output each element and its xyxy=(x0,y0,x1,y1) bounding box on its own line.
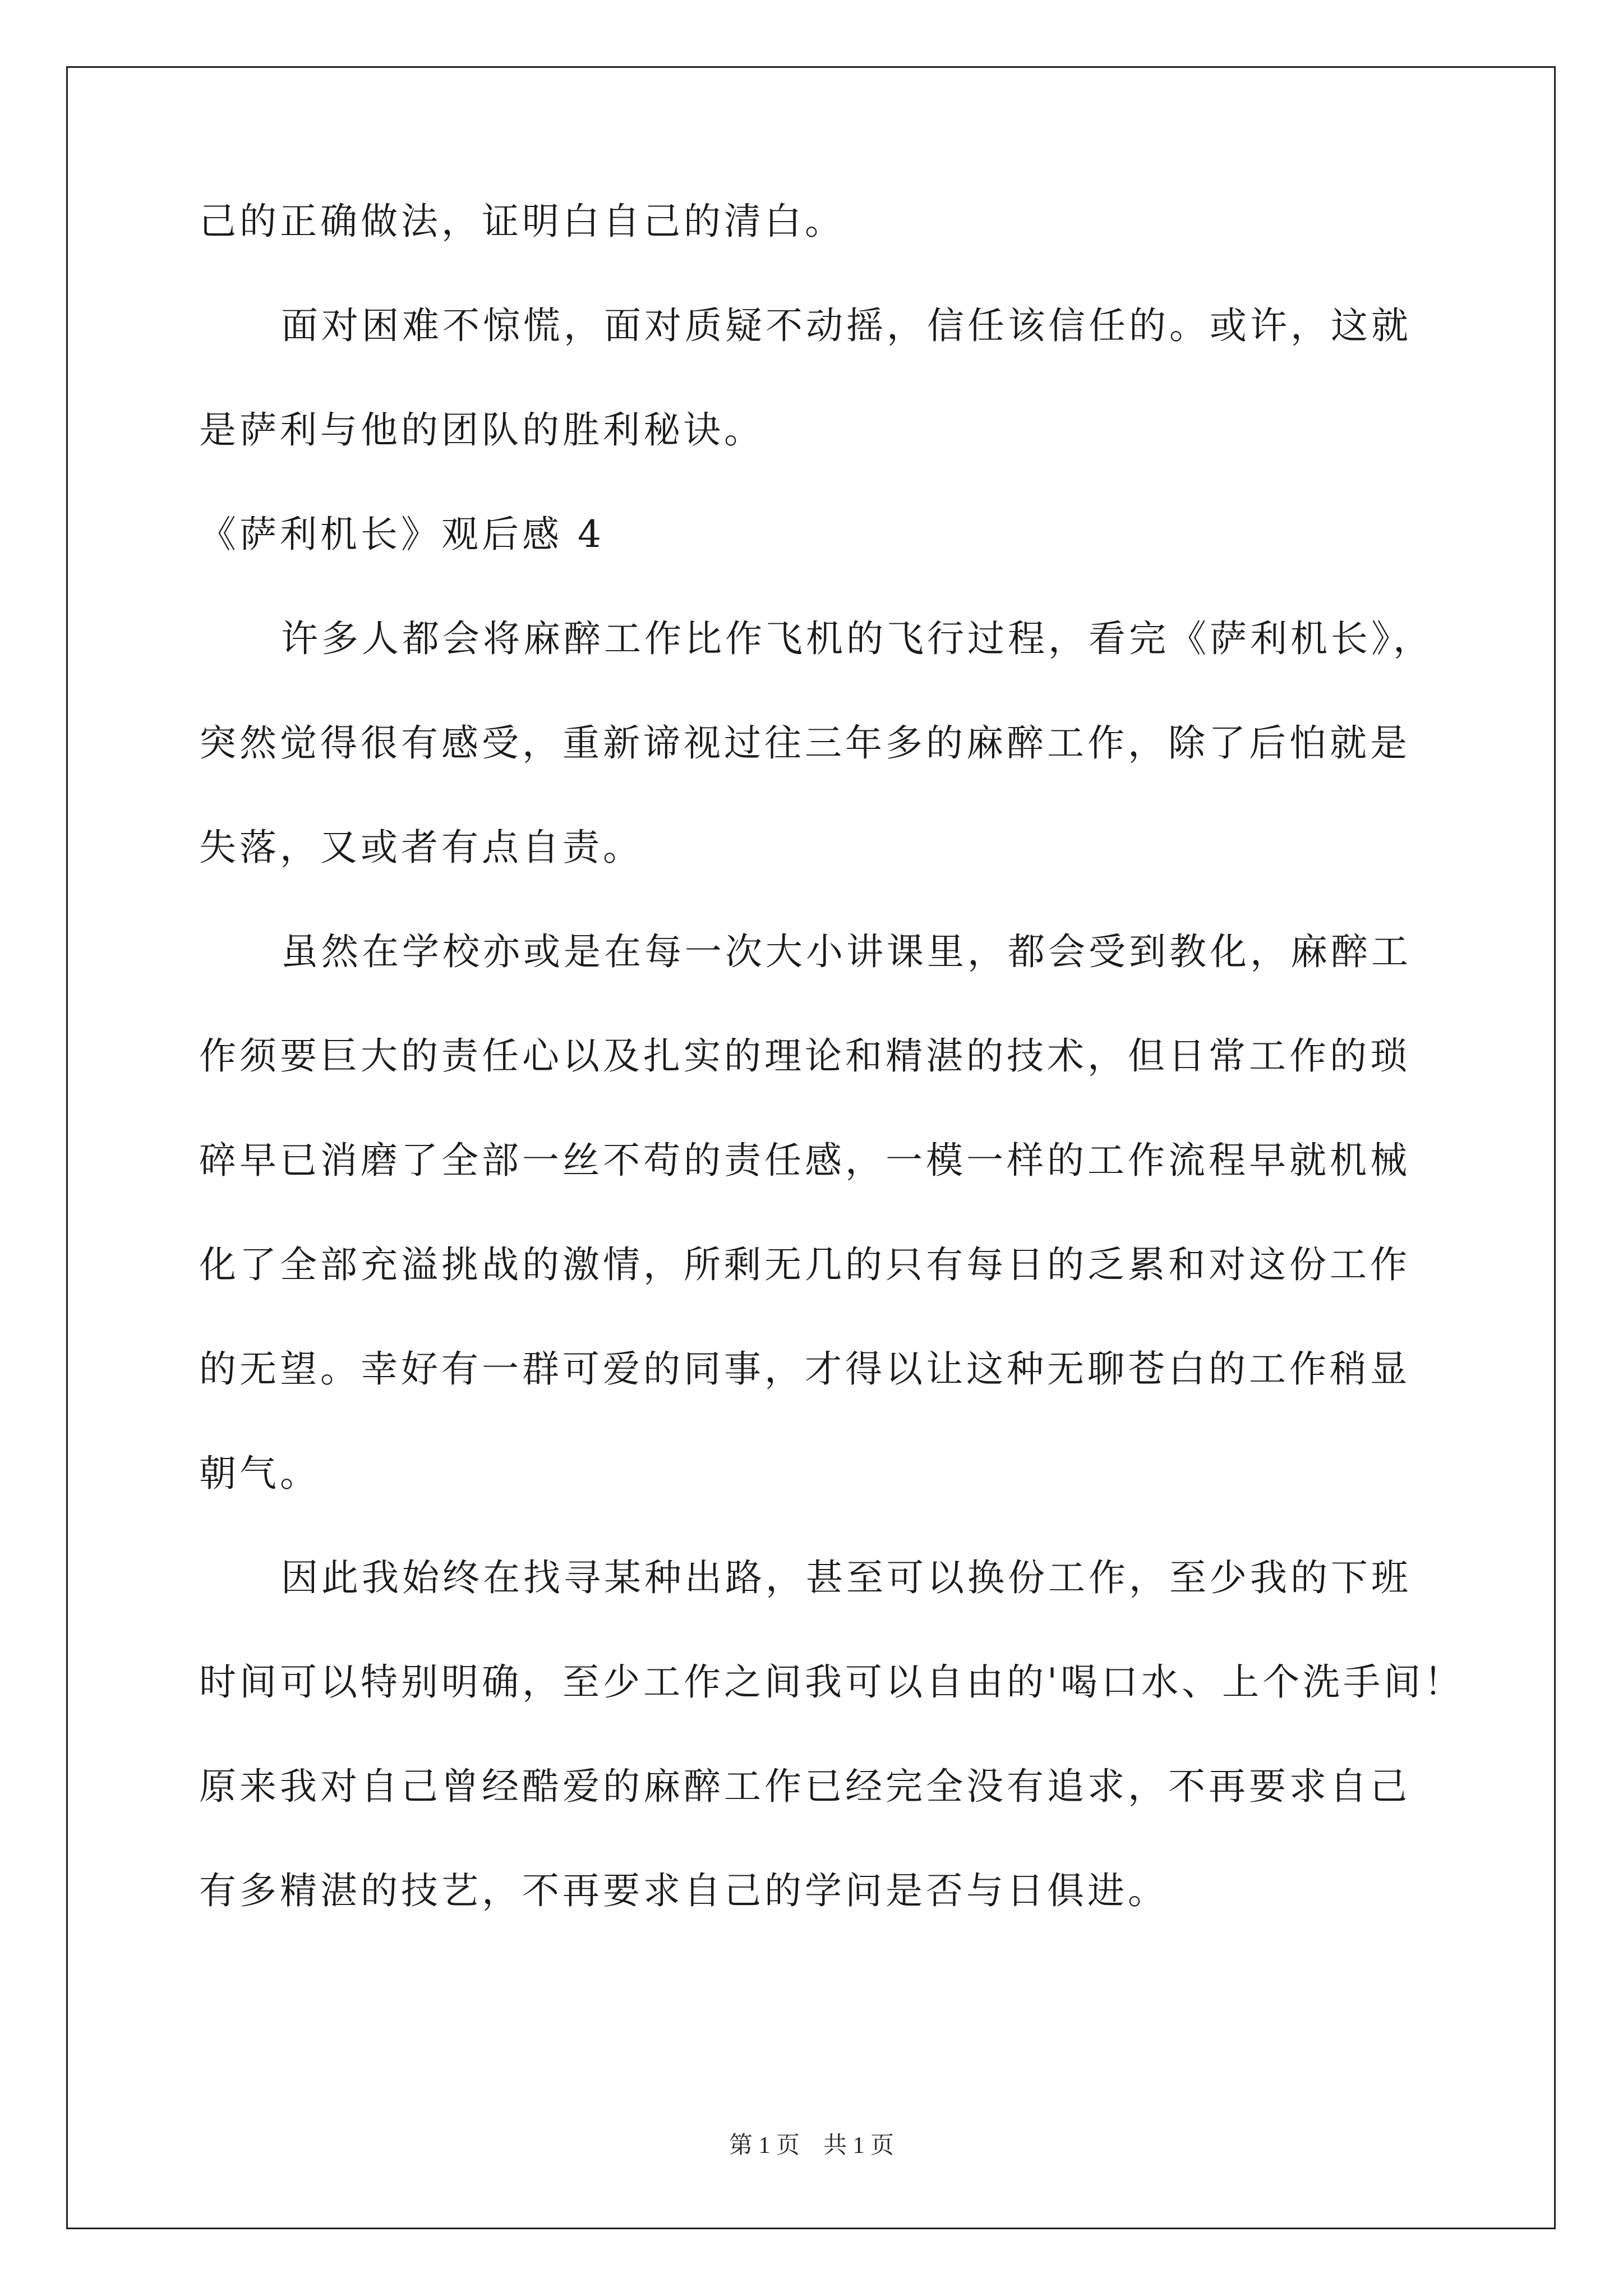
page-footer: 第 1 页 共 1 页 xyxy=(728,2133,894,2159)
paragraph-line: 己的正确做法，证明白自己的清白。 xyxy=(199,200,845,243)
paragraph-line: 面对困难不惊慌，面对质疑不动摇，信任该信任的。或许，这就 xyxy=(281,304,1412,347)
paragraph-line: 虽然在学校亦或是在每一次大小讲课里，都会受到教化，麻醉工 xyxy=(281,930,1412,973)
paragraph-line: 化了全部充溢挑战的激情，所剩无几的只有每日的乏累和对这份工作 xyxy=(199,1243,1410,1286)
paragraph-line: 碎早已消磨了全部一丝不苟的责任感，一模一样的工作流程早就机械 xyxy=(199,1139,1410,1182)
paragraph-line: 时间可以特别明确，至少工作之间我可以自由的'喝口水、上个洗手间！ xyxy=(199,1660,1465,1704)
paragraph-line: 原来我对自己曾经酷爱的麻醉工作已经完全没有追求，不再要求自己 xyxy=(199,1765,1410,1808)
paragraph-line: 是萨利与他的团队的胜利秘诀。 xyxy=(199,408,764,452)
paragraph-line: 失落，又或者有点自责。 xyxy=(199,826,643,869)
paragraph-line: 突然觉得很有感受，重新谛视过往三年多的麻醉工作，除了后怕就是 xyxy=(199,721,1410,765)
paragraph-line: 的无望。幸好有一群可爱的同事，才得以让这种无聊苍白的工作稍显 xyxy=(199,1347,1410,1391)
section-heading: 《萨利机长》观后感 4 xyxy=(199,513,605,556)
paragraph-line: 有多精湛的技艺，不再要求自己的学问是否与日俱进。 xyxy=(199,1869,1168,1912)
paragraph-line: 朝气。 xyxy=(199,1452,320,1495)
paragraph-line: 作须要巨大的责任心以及扎实的理论和精湛的技术，但日常工作的琐 xyxy=(199,1034,1410,1078)
paragraph-line: 许多人都会将麻醉工作比作飞机的飞行过程，看完《萨利机长》， xyxy=(281,617,1433,660)
paragraph-line: 因此我始终在找寻某种出路，甚至可以换份工作，至少我的下班 xyxy=(281,1556,1412,1599)
